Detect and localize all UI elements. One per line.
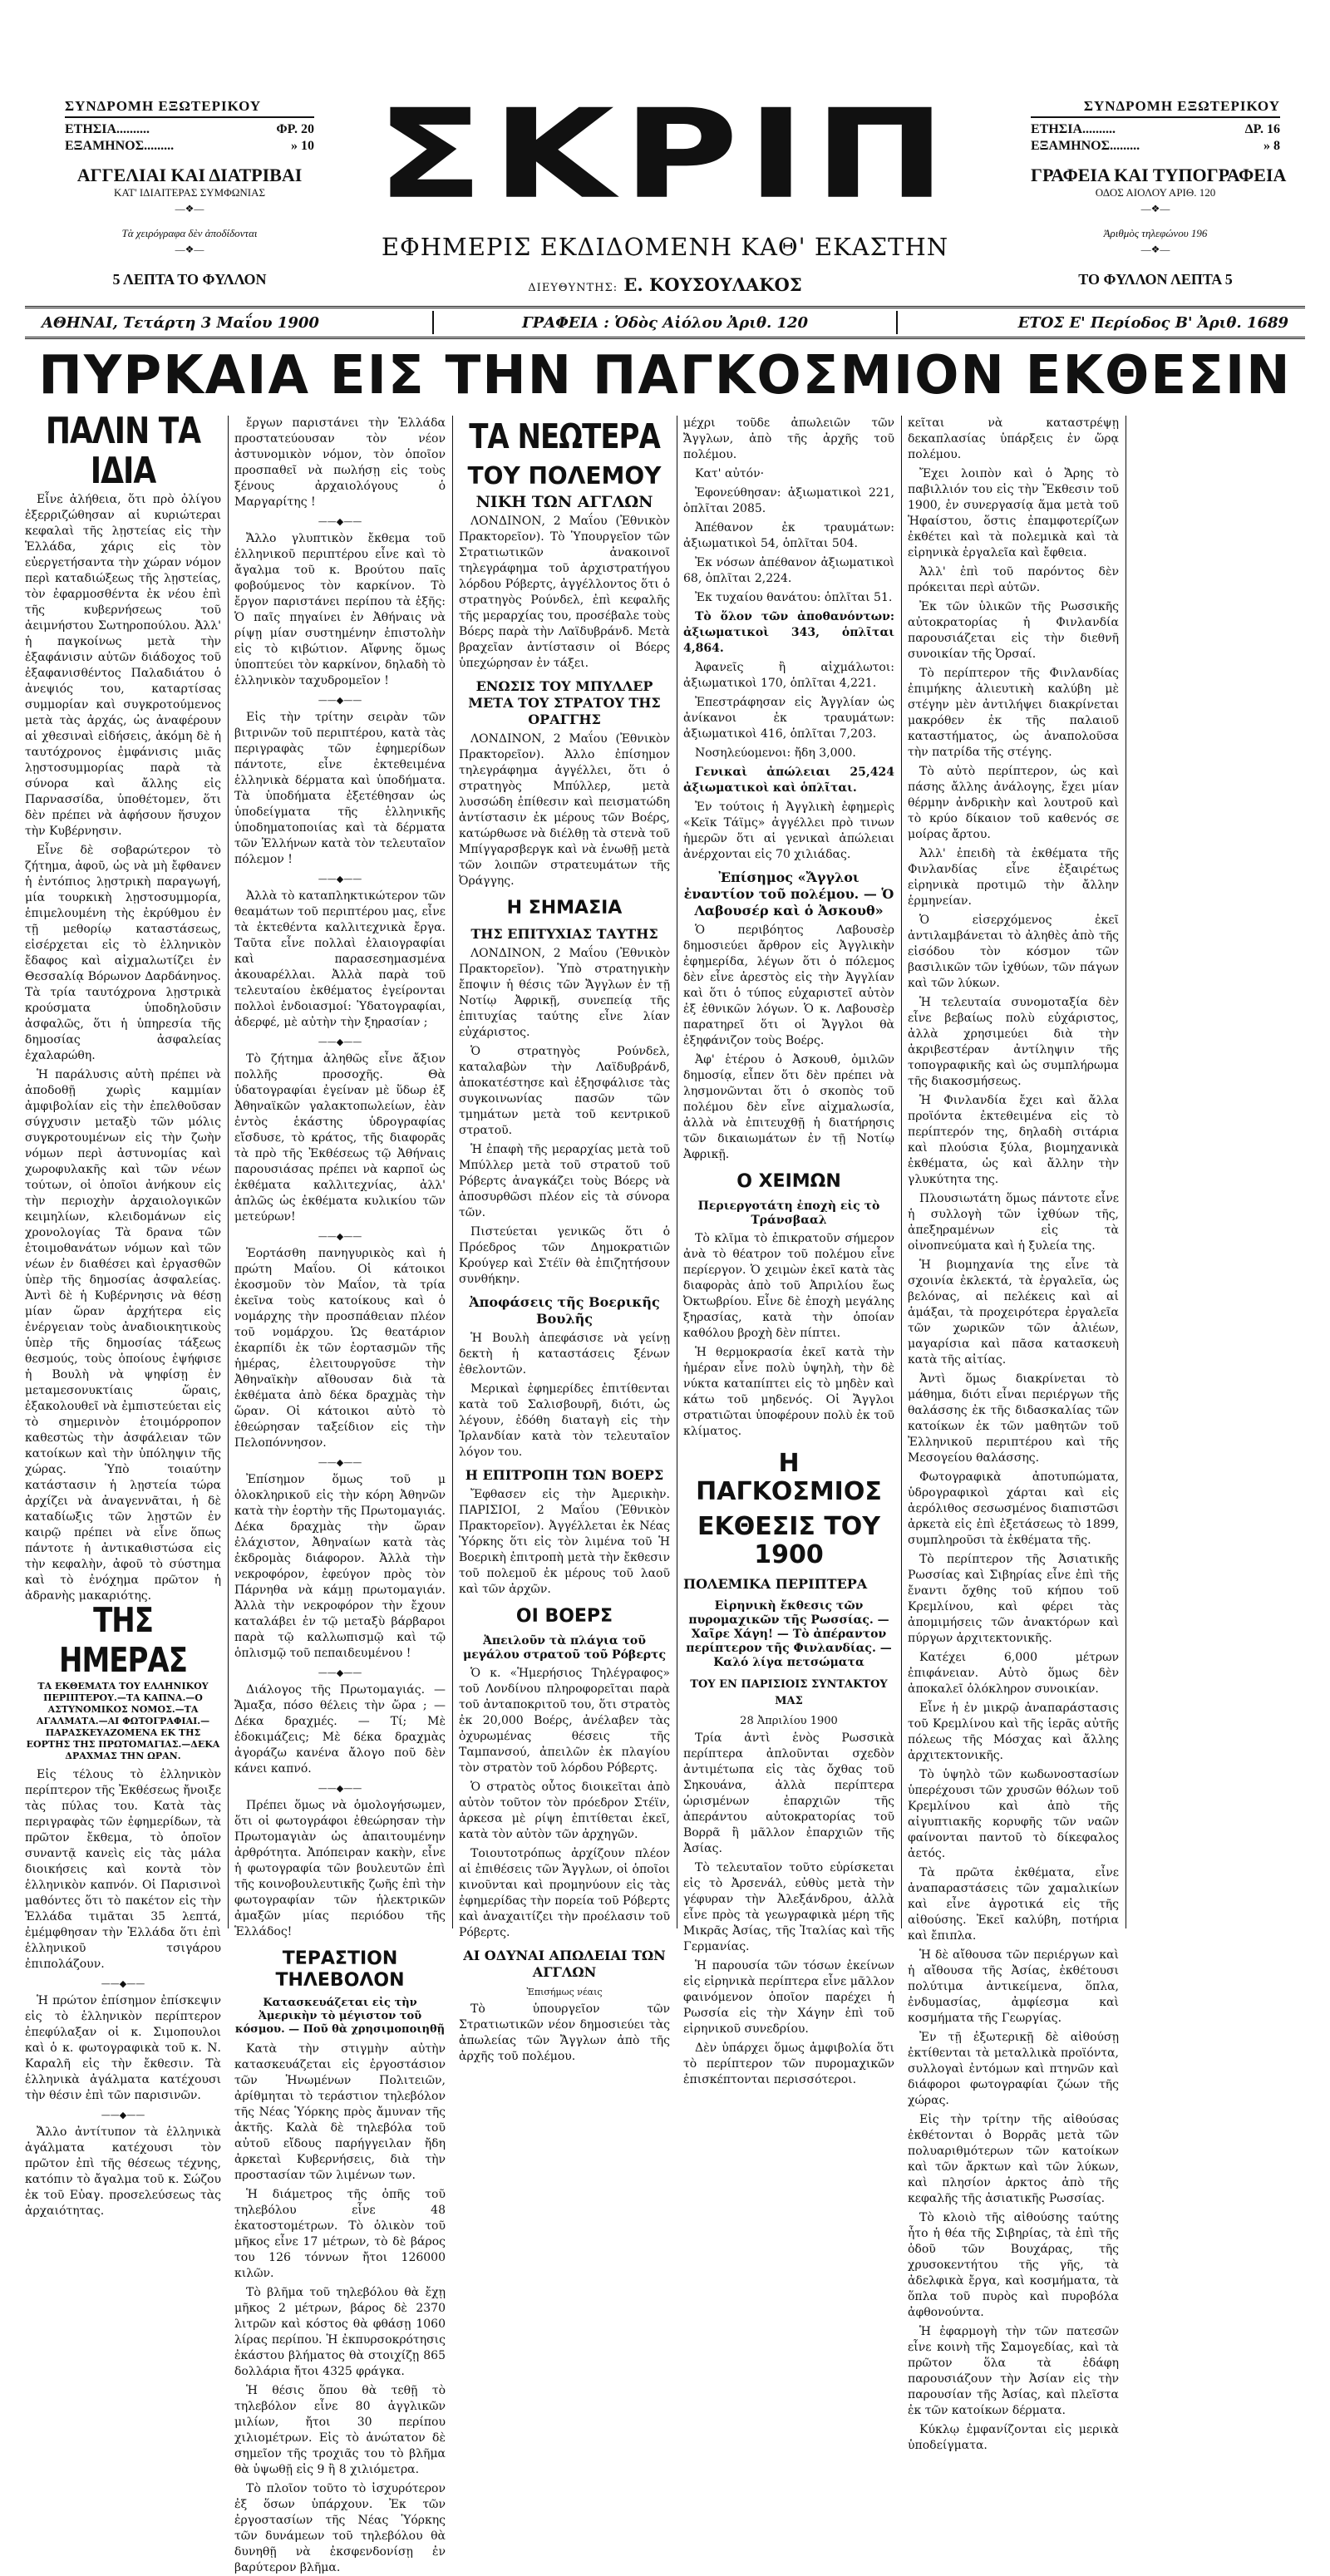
article-paragraph: Εἰς τέλους τὸ ἑλληνικὸν περίπτερον τῆς Ἐκθέσεως ἤνοιξε τὰς πύλας του. Κατὰ τὰς περιγραφὰς τῶν ἐφημερίδων, τὰ πρῶτον ἔκθεμα, τὸ ὁποῖον συναντᾷ κανεὶς εἰς τὰς μάλα διοικήσεις καὶ κοντὰ τὸν ἑλληνικὸν καπνόν. Οἱ Παρισινοὶ μαθόντες ὅτι τὸ πακέτον εἰς τὴν Ἑλλάδα τιμᾶται 35 λεπτά, ἐμέμφθησαν τὴν Ἑλλάδα ὅτι ἐπὶ ἑλληνικοῦ τσιγάρου ἐπιπολάζουν. [25, 1768, 221, 1971]
article-paragraph: Κατέχει 6,000 μέτρων ἐπιφάνειαν. Αὐτὸ ὅμως δὲν ἀποκαλεῖ ὁλόκληρον συνοικίαν. [908, 1651, 1119, 1696]
article-paragraph: Ἀφ' ἑτέρου ὁ Ἀσκουθ, ὁμιλῶν δημοσίᾳ, εἶπεν ὅτι δὲν πρέπει νὰ λησμονῶνται ὅτι ὁ σκοπὸς τοῦ πολέμου δὲν εἶνε αἰχμαλωσία, ἀλλὰ νὰ ἐπιτευχθῇ ἡ διατήρησις τῶν δικαιωμάτων ἐν τῇ Νοτίῳ Ἀφρικῇ. [683, 1053, 894, 1161]
ornament-icon: ——◆—— [318, 1037, 362, 1047]
article-paragraph: Γενικαὶ ἀπώλειαι 25,424 ἀξιωματικοὶ καὶ ὁπλῖται. [683, 766, 894, 795]
price-right: ΤΟ ΦΥΛΛΟΝ ΛΕΠΤΑ 5 [1078, 271, 1233, 288]
article-paragraph: Ὁ εἰσερχόμενος ἐκεῖ ἀντιλαμβάνεται τὸ ἀληθὲς ἀπὸ τῆς εἰσόδου τὸν κόσμον τῶν βασιλικῶν τῶν ἰχθύων, τῶν πάγων καὶ τῶν λύκων. [908, 914, 1119, 990]
article-paragraph: Ἀλλ' ἐπὶ τοῦ παρόντος δὲν πρόκειται περὶ αὐτῶν. [908, 565, 1119, 594]
tagline: ΕΦΗΜΕΡΙΣ ΕΚΔΙΔΟΜΕΝΗ ΚΑΘ' ΕΚΑΣΤΗΝ [381, 233, 949, 261]
director-label: ΔΙΕΥΘΥΝΤΗΣ: [528, 282, 618, 294]
article-paragraph: Εἶνε ἡ ἐν μικρῷ ἀναπαράστασις τοῦ Κρεμλίνου καὶ τῆς ἱερᾶς αὐτῆς πόλεως τῆς Μόσχας καὶ ἄλλης ἀρχιτεκτονικῆς. [908, 1702, 1119, 1762]
article-paragraph: Τὸ ὅλον τῶν ἀποθανόντων: ἀξιωματικοὶ 343, ὁπλῖται 4,864. [683, 610, 894, 655]
article-paragraph: Τὸ ὑψηλὸ τῶν κωδωνοστασίων ὑπερέχουσι τῶν χρυσῶν θόλων τοῦ Κρεμλίνου καὶ ἀπὸ τῆς αἰγυπτιακῆς κορυφῆς τῶν ναῶν φαίνονται παντοῦ τὸ δίκεφαλος ἀετός. [908, 1768, 1119, 1860]
column-rule [901, 416, 902, 1928]
section-subtitle: ΤΟΥ ΕΝ ΠΑΡΙΣΙΟΙΣ ΣΥΝΤΑΚΤΟΥ ΜΑΣ [690, 1678, 888, 1707]
section-subtitle: Ἐπίσημος «Ἄγγλοι ἐναντίον τοῦ πολέμου. — Ὁ Λαβουσέρ καὶ ὁ Ἀσκουθ» [683, 869, 894, 919]
article-paragraph: Ἐκ τυχαίου θανάτου: ὁπλῖται 51. [695, 591, 893, 604]
section-title: ΟΙ ΒΟΕΡΣ [515, 1606, 613, 1627]
article-paragraph: Τὸ αὐτὸ περίπτερον, ὡς καὶ πάσης ἄλλης ἀνάλογης, ἔχει μίαν θέρμην ἀνδρικὴν καὶ λουτροῦ καὶ τὸ κρύο δίκαιον τοῦ καθενός σε μοίρας ἄρτου. [908, 765, 1119, 841]
half-label-right: ΕΞΑΜΗΝΟΣ......... [1031, 139, 1140, 153]
article-paragraph: Ὁ κ. «Ἡμερήσιος Τηλέγραφος» τοῦ Λονδίνου πληροφορεῖται παρὰ τοῦ ἀνταποκριτοῦ του, ὅτι στρατὸς ἐκ 20,000 Βοέρς, ἀνέλαβεν τὰς ὀχυρωμένας θέσεις τῆς Ταμπανσού, ἀπειλῶν ἐκ πλαγίου τὸν στρατὸν τοῦ λόρδου Ρόβερτς. [459, 1667, 670, 1775]
article-paragraph: Τρία ἀντὶ ἑνὸς Ρωσσικὰ περίπτερα ἀπλοῦνται σχεδὸν ἀντιμέτωπα εἰς τὰς ὄχθας τοῦ Σηκουάνα, ἀλλὰ περίπτερα ὡρισμένων ἐπαρχιῶν τῆς ἀπεράντου αὐτοκρατορίας τοῦ Βορρᾶ ἢ μᾶλλον ἐπαρχιῶν τῆς Ἀσίας. [683, 1731, 894, 1855]
article-paragraph: Δὲν ὑπάρχει ὅμως ἀμφιβολία ὅτι τὸ περίπτερον τῶν πυρομαχικῶν ἐπισκέπτονται περισσότεροι. [683, 2042, 894, 2086]
director-name: Ε. ΚΟΥΣΟΥΛΑΚΟΣ [623, 274, 802, 295]
article-paragraph: Ἡ ἐφαρμογὴ τὴν τῶν πατεσῶν εἶνε κοινὴ τῆς Σαμογεδίας, καὶ τὰ πρῶτον ὅλα τὰ ἐδάφη παρουσιάζουν τὴν Ἀσίαν εἰς τὴν παρουσίαν τῆς Ἀσίας, καὶ πλεῖστα ἐκ τῶν κατοίκων δέρματα. [908, 2325, 1119, 2417]
offices-address: ΟΔΟΣ ΑΙΟΛΟΥ ΑΡΙΘ. 120 [1095, 186, 1216, 199]
ads-note: ΚΑΤ' ΙΔΙΑΙΤΕΡΑΣ ΣΥΜΦΩΝΙΑΣ [113, 186, 266, 199]
ads-title: ΑΓΓΕΛΙΑΙ ΚΑΙ ΔΙΑΤΡΙΒΑΙ [76, 165, 303, 185]
article-paragraph: Εἶνε δὲ σοβαρώτερον τὸ ζήτημα, ἀφοῦ, ὡς νὰ μὴ ἔφθανεν ἡ ἐντόπιος λῃστρικὴ παραγωγή, μία τουρκικὴ λῃστοσυμμορία, ἐπιμελουμένη τὴς ἐκρύθμου ἐν τῇ μεθορίῳ καταστάσεως, εἰσέρχεται εἰς τὸ ἑλληνικὸν ἔδαφος καὶ αἰχμαλωτίζει ἐν Θεσσαλίᾳ Βόρωνον Δαρδάνηνος. Τὰ τρία ταυτόχρονα λῃστρικὰ κρούσματα ὑποδηλοῦσιν ἀσφαλῶς, ὅτι ἡ ὑπηρεσία τῆς δημοσίας ἀσφαλείας ἐχαλαρώθη. [25, 844, 221, 1062]
section-title: ΤΟΥ ΠΟΛΕΜΟΥ [467, 462, 662, 490]
section-subtitle: Κατασκευάζεται εἰς τὴν Ἀμερικὴν τὸ μέγιστον τοῦ κόσμου. — Ποῦ θὰ χρησιμοποιηθῇ [234, 1997, 446, 2036]
article-paragraph: Τὸ κλῖμα τὸ ἐπικρατοῦν σήμερον ἀνὰ τὸ θέατρον τοῦ πολέμου εἶνε περίεργον. Ὁ χειμὼν ἐκεῖ κατὰ τὰς διαφορὰς ἀπὸ τοῦ Ἀπριλίου ἕως Ὀκτωβρίου. Εἶνε δὲ ἐποχὴ μεγάλης ξηρασίας, κατὰ τὴν ὁποίαν καθόλου βροχὴ δὲν πίπτει. [683, 1232, 894, 1340]
article-paragraph: Ἔχει λοιπὸν καὶ ὁ Ἄρης τὸ παβιλλιόν του εἰς τὴν Ἔκθεσιν τοῦ 1900, ἐν συνεργασίᾳ ἅμα μετὰ τοῦ Ἡφαίστου, ὅστις ἐπαμφοτερίζων ἐκθέτει καὶ τὰ πολεμικὰ καὶ τὰ εἰρηνικὰ ἐργαλεῖα καὶ ἔφθεια. [908, 467, 1119, 559]
article-paragraph: Εἶνε ἀλήθεια, ὅτι πρὸ ὀλίγου ἐξερριζώθησαν αἱ κυριώτεραι κεφαλαὶ τῆς λῃστείας εἰς τὴν Ἑλλάδα, χάρις εἰς τὸν εὐεργετήσαντα τὴν χώραν νόμον περὶ καταδιώξεως τῆς λῃστείας, τὸν ἐφαρμοσθέντα ἐκ νέου ἐπὶ τῆς κυβερνήσεως τοῦ ἀειμνήστου Σωτηροπούλου. Ἀλλ' ἡ παγκοίνως μετὰ τὴν ἐξαφάνισιν αὐτῶν διάδοχος τοῦ ἐξαφανισθέντος Παλαδιάτου ὁ ἀνεψιός του, καταρτίσας συμμορίαν καὶ συγκροτούμενος μετὰ τὰς ἀρχάς, ὡς ἀναφέρουν αἱ χθεσιναὶ εἰδήσεις, ἀκόμη δὲ ἡ ταυτόχρονος ἐμφάνισις μιᾶς λῃστοσυμμορίας παρὰ τὰ σύνορα καὶ ἄλλης εἰς Παρνασσίδα, ὑποθέτομεν, ὅτι δὲν πρέπει νὰ ἀφήσουν ἥσυχον τὴν Κυβέρνησιν. [25, 493, 221, 838]
section-subtitle: Ἐπισήμως νέαις [526, 1987, 603, 1997]
article-paragraph: Εἰς τὴν τρίτην τῆς αἰθούσας ἐκθέτονται ὁ Βορρᾶς μετὰ τῶν πολυαριθμότερων τῶν κατοίκων καὶ τῶν ἄρκτων καὶ τῶν λύκων, καὶ πλησίον ἀρκτος ἀπὸ τῆς κεφαλῆς τῆς ἀσιατικῆς Ρωσσίας. [908, 2113, 1119, 2205]
article-paragraph: Ἐπεστράφησαν εἰς Ἀγγλίαν ὡς ἀνίκανοι ἐκ τραυμάτων: ἀξιωματικοὶ 416, ὁπλῖται 7,203. [683, 696, 894, 741]
yearly-label-left: ΕΤΗΣΙΑ.......... [65, 122, 150, 136]
column-2 [234, 416, 446, 2574]
yearly-label-right: ΕΤΗΣΙΑ.......... [1031, 122, 1116, 136]
article-paragraph: ΛΟΝΔΙΝΟΝ, 2 Μαΐου (Ἐθνικὸν Πρακτορεῖον). Ἀλλο ἐπίσημον τηλεγράφημα ἀγγέλλει, ὅτι ὁ στρατηγὸς Μπύλλερ, μετὰ λυσσώδη ἐπίθεσιν καὶ πεισματώδη ἀντίστασιν ἐκ μέρους τῶν Βοέρς, κατώρθωσε νὰ διέλθῃ τὰ στενὰ τοῦ Μπίγγαρσβεργκ καὶ νὰ ἑνωθῇ μετὰ τῶν λοιπῶν στρατευμάτων τῆς Ὀράγγης. [459, 732, 670, 888]
column-1 [25, 411, 221, 2218]
director-line [283, 274, 1047, 295]
ornament-icon: —❖— [175, 244, 204, 255]
article-paragraph: Ἀφανεῖς ἢ αἰχμάλωτοι: ἀξιωματικοὶ 170, ὁπλῖται 4,221. [683, 661, 894, 690]
ornament-icon: ——◆—— [318, 695, 362, 706]
phone-number: Ἀριθμὸς τηλεφώνου 196 [1103, 227, 1208, 239]
column-5 [908, 416, 1119, 2452]
issue-number: ΕΤΟΣ Ε' Περίοδος Β' Ἀριθ. 1689 [1017, 313, 1289, 332]
section-subtitle: Περιεργοτάτη ἐποχὴ εἰς τὸ Τράνσβααλ [697, 1199, 880, 1227]
ornament-icon: ——◆—— [318, 874, 362, 884]
manuscripts-note: Τὰ χειρόγραφα δὲν ἀποδίδονται [121, 227, 258, 239]
article-paragraph: Ἔφθασεν εἰς τὴν Ἀμερικὴν. ΠΑΡΙΣΙΟΙ, 2 Μαΐου (Ἐθνικὸν Πρακτορεῖον). Ἀγγέλλεται ἐκ Νέας Ὑόρκης ὅτι εἰς τὸν λιμένα τοῦ Ἡ Βοερικὴ ἐπιτροπὴ μετὰ τὴν ἔκθεσιν τοῦ πολεμοῦ ἐκ μέρους τοῦ λαοῦ καὶ τῶν ἀρχῶν. [459, 1488, 670, 1596]
article-paragraph: Πιστεύεται γενικῶς ὅτι ὁ Πρόεδρος τῶν Δημοκρατιῶν Κρούγερ καὶ Στέϊν θὰ ἐπιζητήσουν συνθήκην. [459, 1225, 670, 1286]
article-paragraph: μέχρι τοῦδε ἀπωλειῶν τῶν Ἄγγλων, ἀπὸ τῆς ἀρχῆς τοῦ πολέμου. [683, 416, 894, 461]
article-paragraph: Ἐπίσημον ὅμως τοῦ μ ὁλοκληρικοῦ εἰς τὴν κόρη Ἀθηνῶν κατὰ τὴν ἑορτὴν τῆς Πρωτομαγιάς. Δέκα δραχμὰς τὴν ὥραν ἐλάχιστον, Ἀθηναίων κατὰ τὰς ἐκδρομὰς διάφορον. Ἀλλὰ τὴν νεκροφόρον, ἐφεύγον πρὸς τὸν Πάρνηθα νὰ κάμῃ πρωτομαγιάν. Ἀλλὰ τὴν νεκροφόρον τὴν ἔχουν καταλάβει ἐν τῷ μεταξὺ βάρβαροι παρὰ τῷ καλλωπισμῷ καὶ τῷ ὁπλισμῷ τοῦ πεπαιδευμένου ! [234, 1473, 446, 1660]
article-paragraph: Ἡ Βουλὴ ἀπεφάσισε νὰ γείνῃ δεκτὴ ἡ καταστάσεις ξένων ἐθελοντῶν. [459, 1332, 670, 1377]
article-paragraph: Ἀλλὰ τὸ καταπληκτικώτερον τῶν θεαμάτων τοῦ περιπτέρου μας, εἶνε τὰ ἐκτεθέντα καλλιτεχνικὰ ἔργα. Ταῦτα εἶνε πολλαὶ ἐλαιογραφίαι καὶ παρασεσημασμένα ἀκουαρέλλαι. Ἀλλὰ παρὰ τοῦ τελευταίου ἐκθέματος ἐγείρονται πολλοὶ ἐνδοιασμοί: Ὑδατογραφίαι, ἀδερφέ, μὲ αὐτὴν τὴν ξηρασίαν ; [234, 889, 446, 1029]
ornament-icon: ——◆—— [318, 1783, 362, 1794]
article-paragraph: Τὸ βλῆμα τοῦ τηλεβόλου θὰ ἔχῃ μῆκος 2 μέτρων, βάρος δὲ 2370 λιτρῶν καὶ κόστος θὰ φθάσῃ 1060 λίρας περίπου. Ἡ ἐκπυρσοκρότησις ἐκάστου βλήματος θὰ στοιχίζῃ 865 δολλάρια ἤτοι 4325 φράγκα. [234, 2286, 446, 2378]
article-paragraph: Πλουσιωτάτη ὅμως πάντοτε εἶνε ἡ συλλογὴ τῶν ἰχθύων τῆς, ἀπεξηραμένων εἰς τὰ οἰνοπνεύματα καὶ ἡ ξυλεία της. [908, 1192, 1119, 1253]
article-paragraph: Τὸ κλοιὸ τῆς αἰθούσης ταύτης ἦτο ἡ θέα τῆς Σιβηρίας, τὰ ἐπὶ τῆς ὁδοῦ τῶν Βουχάρας, τῆς χρυσοκεντήτου τῆς γῆς, τὰ ἀδελφικὰ ἔργα, καὶ κοσμήματα, τὰ ὅπλα τοῦ πυρὸς καὶ πυροβόλα ἀφθονούντα. [908, 2211, 1119, 2319]
article-paragraph: Ἀλλ' ἐπειδὴ τὰ ἐκθέματα τῆς Φινλανδίας εἶνε ἐξαιρέτως εἰρηνικὰ προτιμῶ τὴν ἄλλην ἑρμηνείαν. [908, 847, 1119, 908]
half-label-left: ΕΞΑΜΗΝΟΣ......... [65, 139, 175, 153]
article-paragraph: Ἄλλο γλυπτικὸν ἔκθεμα τοῦ ἑλληνικοῦ περιπτέρου εἶνε καὶ τὸ ἄγαλμα τοῦ κ. Βρούτου παῖς φοβούμενος τὸν καρκίνον. Τὸ ἔργον παριστάνει περίπου τὰ ἑξῆς: Ὁ παῖς πηγαίνει ἐν Ἀθήναις νὰ ρίψῃ μίαν συστημένην ἐπιστολὴν εἰς τὸ κιβώτιον. Αἴφνης ὅμως ὑποπτεύει τὸν καρκίνον, δηλαδὴ τὸ ἑλληνικὸν ταχυδρομεῖον ! [234, 532, 446, 687]
article-paragraph: Διάλογος τῆς Πρωτομαγιάς. — Ἄμαξα, πόσο θέλεις τὴν ὥρα ; — Δέκα δραχμές. — Τί; Μὲ ἐδοκιμάζεις; Μὲ δέκα δραχμὰς ἀγοράζω κανένα ἄλογο ποῦ δὲν κάνει καπνό. [234, 1683, 446, 1776]
article-paragraph: Τοιουτοτρόπως ἀρχίζουν πλέον αἱ ἐπιθέσεις τῶν Ἄγγλων, οἱ ὁποῖοι κινοῦνται καὶ προμηνύουν εἰς τὰς ἐφημερίδας τὴν πορεία τοῦ Ρόβερτς καὶ ἀναχαιτίζει τὴν προέλασιν τοῦ Ρόβερτς. [459, 1847, 670, 1939]
yearly-price-right [1031, 121, 1280, 138]
section-subtitle: ΕΝΩΣΙΣ ΤΟΥ ΜΠΥΛΛΕΡ ΜΕΤΑ ΤΟΥ ΣΤΡΑΤΟΥ ΤΗΣ ΟΡΑΓΓΗΣ [468, 678, 661, 727]
article-date: 28 Ἀπριλίου 1900 [740, 1715, 838, 1727]
column-4 [683, 416, 894, 2086]
article-paragraph: κεῖται νὰ καταστρέψῃ δεκαπλασίας ὑπάρξεις ἐν ὥρᾳ πολέμου. [908, 416, 1119, 461]
dateline-bar [25, 306, 1305, 339]
yearly-value-right: ΔΡ. 16 [1244, 122, 1280, 136]
ornament-icon: ——◆—— [318, 1231, 362, 1242]
section-title: ΕΚΘΕΣΙΣ ΤΟΥ 1900 [697, 1512, 881, 1569]
article-title: ΠΑΛΙΝ ΤΑ ΙΔΙΑ [45, 411, 201, 492]
main-headline: ΠΥΡΚΑΙΑ ΕΙΣ ΤΗΝ ΠΑΓΚΟΣΜΙΟΝ ΕΚΘΕΣΙΝ [38, 345, 1292, 406]
article-paragraph: Ἡ δὲ αἴθουσα τῶν περιέργων καὶ ἡ αἴθουσα τῆς Ἀσίας, ἐκθέτουσι πολύτιμα ἀντικείμενα, ὅπλα, ἐνδυμασίας, ἀμφίεσμα καὶ κοσμήματα τῆς Γεωργίας. [908, 1948, 1119, 2025]
article-paragraph: Ἀπέθανον ἐκ τραυμάτων: ἀξιωματικοὶ 54, ὁπλῖται 504. [683, 521, 894, 550]
article-paragraph: Κατὰ τὴν στιγμὴν αὐτὴν κατασκευάζεται εἰς ἐργοστάσιον τῶν Ἡνωμένων Πολιτειῶν, ἀρίθμηται τὸ τεράστιον τηλεβόλον τῆς Νέας Ὑόρκης πρὸς ἄμυναν τῆς ἀκτῆς. Καλὰ δὲ τηλεβόλα τοῦ αὐτοῦ εἴδους παρήγγειλαν ἤδη ἀρκεταὶ Κυβερνήσεις, διὰ τὴν προστασίαν τῶν λιμένων των. [234, 2042, 446, 2182]
newspaper-logo: ΣΚΡΙΠ [376, 82, 954, 226]
article-paragraph: Ἐν τούτοις ἡ Ἀγγλικὴ ἐφημερὶς «Κεϊκ Τάϊμς» ἀγγέλλει πρὸ τινων ἡμερῶν ὅτι αἱ γενικαὶ ἀπώλειαι ἀνέρχονται εἰς 70 χιλιάδας. [683, 800, 894, 861]
article-paragraph: Ἡ διάμετρος τῆς ὀπῆς τοῦ τηλεβόλου εἶνε 48 ἑκατοστομέτρων. Τὸ ὁλικὸν τοῦ μῆκος εἶνε 17 μέτρων, τὸ δὲ βάρος του 126 τόννων ἤτοι 126000 κιλῶν. [234, 2188, 446, 2280]
article-paragraph: Ἄλλο ἀντίτυπον τὰ ἑλληνικὰ ἀγάλματα κατέχουσι τὸν πρῶτον ἐπὶ τῆς θέσεως τέχνης, κατόπιν τὸ ἄγαλμα τοῦ κ. Σώζου ἐκ τοῦ Εὐαγ. προσελεύσεως τὰς ἀρχαιότητας. [25, 2125, 221, 2218]
ornament-icon: ——◆—— [318, 1457, 362, 1468]
article-paragraph: Τὸ ὑπουργεῖον τῶν Στρατιωτικῶν νέον δημοσιεύει τὰς ἀπωλείας τῶν Ἄγγλων ἀπὸ τῆς ἀρχῆς τοῦ πολέμου. [459, 2002, 670, 2063]
article-paragraph: Ἡ πρώτον ἐπίσημον ἐπίσκεψιν εἰς τὸ ἑλληνικὸν περίπτερον ἐπεφύλαξαν οἱ κ. Σιμοπουλοι καὶ ὁ κ. φωτογραφικὰ τοῦ κ. Ν. Καραλῆ εἰς τὴν ἔκθεσιν. Τὰ ἑλληνικὰ ἀγάλματα κατέχουσι τὴν θέσιν ἐπὶ τῶν παρισινῶν. [25, 1994, 221, 2102]
offices-title: ΓΡΑΦΕΙΑ ΚΑΙ ΤΥΠΟΓΡΑΦΕΙΑ [1031, 165, 1287, 185]
article-paragraph: Νοσηλεύομενοι: ἤδη 3,000. [695, 746, 856, 760]
ornament-icon: ——◆—— [318, 516, 362, 527]
article-paragraph: Ὁ στρατηγὸς Ρούνδελ, καταλαβὼν τὴν Λαϊδυβράνδ, ἀποκατέστησε καὶ ἐξησφάλισε τὰς συγκοινωνίας πασῶν τῶν τμημάτων μετὰ τοῦ κεντρικοῦ στρατοῦ. [459, 1045, 670, 1137]
masthead-right [1031, 98, 1287, 288]
section-title: ΤΕΡΑΣΤΙΟΝ ΤΗΛΕΒΟΛΟΝ [275, 1948, 405, 1991]
article-paragraph: Ἡ ἐπαφὴ τῆς μεραρχίας μετὰ τοῦ Μπύλλερ μετὰ τοῦ στρατοῦ τοῦ Ρόβερτς ἀναγκάζει τοὺς Βόερς νὰ ἀποσυρθῶσι πλέον εἰς τὰ σύνορα τῶν. [459, 1143, 670, 1219]
article-paragraph: Ἡ παρουσία τῶν τόσων ἐκείνων εἰς εἰρηνικὰ περίπτερα εἶνε μᾶλλον φαινόμενον ὁποῖον παρέχει ἡ Ρωσσία εἰς τὴν Χάγην ἐπὶ τοῦ εἰρηνικοῦ συνεδρίου. [683, 1959, 894, 2036]
article-paragraph: Ἐφονεύθησαν: ἀξιωματικοὶ 221, ὁπλῖται 2085. [683, 486, 894, 515]
section-subtitle: ΠΟΛΕΜΙΚΑ ΠΕΡΙΠΤΕΡΑ [683, 1576, 868, 1592]
subscription-title-right: ΣΥΝΔΡΟΜΗ ΕΞΩΤΕΡΙΚΟΥ [1031, 98, 1280, 118]
article-paragraph: Τὸ τελευταῖον τοῦτο εὑρίσκεται εἰς τὸ Ἀρσενάλ, εὐθὺς μετὰ τὴν γέφυραν τὴν Ἀλεξάνδρου, ἀλλὰ εἶνε πρὸς τὰ γεωγραφικὰ μέρη τῆς Μικρᾶς Ἀσίας, τῆς Ἰταλίας καὶ τῆς Γερμανίας. [683, 1861, 894, 1953]
ornament-icon: ——◆—— [318, 1667, 362, 1678]
section-subtitle: Εἰρηνικὴ ἔκθεσις τῶν πυρομαχικῶν τῆς Ρωσσίας. — Χαῖρε Χάγη! — Τὸ ἀπέραντον περίπτερον τῆς Φινλανδίας. — Καλό λίγα πετσώματα [686, 1599, 892, 1669]
article-paragraph: Κύκλῳ ἐμφανίζονται εἰς μερικὰ ὑποδείγματα. [908, 2423, 1119, 2452]
price-left: 5 ΛΕΠΤΑ ΤΟ ΦΥΛΛΟΝ [112, 271, 267, 288]
article-paragraph: Ἡ βιομηχανία της εἶνε τὰ σχοινία ἐκλεκτά, τὰ ἐργαλεῖα, ὡς βελόνας, αἱ πελέκεις καὶ αἱ ἁμάξαι, τὰ προχειρότερα ἐργαλεῖα τῶν χωρικῶν τῶν ἀλιέων, μαγαρίσια καὶ πᾶσα κατασκευὴ κατὰ τῆς αἰτίας. [908, 1258, 1119, 1367]
article-paragraph: Τὸ περίπτερον τῆς Φινλανδίας ἐπιμήκης ἀλιευτικὴ καλύβη μὲ στέγην μὲν ἀντιλήψει διακρίνεται μακρόθεν ἐκ τῆς παλαιοῦ καταστήματος, ὡς ἀναπολοῦσα τὴν πατρίδα τῆς στέγης. [908, 667, 1119, 759]
ornament-icon: —❖— [1140, 203, 1170, 214]
offices-line: ΓΡΑΦΕΙΑ : Ὁδὸς Αἰόλου Ἀριθ. 120 [521, 313, 809, 332]
section-subtitle: ΤΗΣ ΕΠΙΤΥΧΙΑΣ ΤΑΥΤΗΣ [470, 926, 658, 942]
column-rule [452, 416, 453, 1928]
article-paragraph: Ὁ περιβόητος Λαβουσὲρ δημοσιεύει ἄρθρον εἰς Ἀγγλικὴν ἐφημερίδα, λέγων ὅτι ὁ πόλεμος δὲν εἶνε ἀρεστὸς εἰς τὴν Ἀγγλίαν καὶ ὅτι ὁ τύπος εὐχαριστεῖ αὐτὸν ἐξ ἐθνικῶν λόγων. Ὁ κ. Λαβουσὲρ παρατηρεῖ ὅτι οἱ Ἄγγλοι θὰ ἐξηφάνιζον τοὺς Βοέρς. [683, 924, 894, 1047]
section-subtitle: ΤΑ ΕΚΘΕΜΑΤΑ ΤΟΥ ΕΛΛΗΝΙΚΟΥ ΠΕΡΙΠΤΕΡΟΥ.—ΤΑ ΚΑΠΝΑ.—Ο ΑΣΤΥΝΟΜΙΚΟΣ ΝΟΜΟΣ.—ΤΑ ΑΓΑΛΜΑΤΑ.—ΑΙ ΦΩΤΟΓΡΑΦΙΑΙ.—ΠΑΡΑΣΚΕΥΑΖΟΜΕΝΑ ΕΚ ΤΗΣ ΕΟΡΤΗΣ ΤΗΣ ΠΡΩΤΟΜΑΓΙΑΣ.—ΔΕΚΑ ΔΡΑΧΜΑΣ ΤΗΝ ΩΡΑΝ. [26, 1681, 220, 1761]
article-paragraph: Τὰ πρῶτα ἐκθέματα, εἶνε ἀναπαραστάσεις τῶν χαμαλικίων καὶ εἶνε ἀγροτικά εἰς τῆς αἰθούσης. Ἐκεῖ καλύβη, ποτήρια καὶ ἔπιπλα. [908, 1866, 1119, 1943]
article-paragraph: Ἀντὶ ὅμως διακρίνεται τὸ μάθημα, διότι εἶναι περιέργων τῆς θαλάσσης ἐκ τῆς διδασκαλίας τῶν κατοίκων ἐκ τῶν μαθητῶν τοῦ Ἐλληνικοῦ περιπτέρου καὶ τῆς Μεσογείου θαλάσσης. [908, 1372, 1119, 1465]
article-paragraph: ΛΟΝΔΙΝΟΝ, 2 Μαΐου (Ἐθνικὸν Πρακτορεῖον). Τὸ Ὑπουργεῖον τῶν Στρατιωτικῶν ἀνακοινοῖ τηλεγράφημα τοῦ ἀρχιστρατήγου λόρδου Ρόβερτς, ἀγγέλλοντος ὅτι ὁ στρατηγὸς Ρούνδελ, ἐπὶ κεφαλῆς τῆς μεραρχίας του, προσέβαλε τοὺς Βόερς παρὰ τὴν Λαϊδυβράνδ. Μετὰ βραχεῖαν ἀντίστασιν οἱ Βόερς ὑπεχώρησαν ἐν τάξει. [459, 515, 670, 670]
article-paragraph: ἔργων παριστάνει τὴν Ἑλλάδα προστατεύουσαν τὸν νέον ἀστυνομικὸν νόμον, τὸν ὁποῖον προσπαθεῖ νὰ πωλήσῃ εἰς τοὺς ξένους ἀρχαιολόγους ὁ Μαργαρίτης ! [234, 416, 446, 509]
subscription-title-left: ΣΥΝΔΡΟΜΗ ΕΞΩΤΕΡΙΚΟΥ [65, 98, 314, 118]
section-subtitle: ΑΙ ΟΔΥΝΑΙ ΑΠΩΛΕΙΑΙ ΤΩΝ ΑΓΓΛΩΝ [463, 1948, 666, 1980]
section-subtitle: ΝΙΚΗ ΤΩΝ ΑΓΓΛΩΝ [475, 493, 653, 511]
article-paragraph: Τὸ ζήτημα ἀληθῶς εἶνε ἄξιον πολλῆς προσοχῆς. Θὰ ὑδατογραφίαι ἐγείναν μὲ ὕδωρ ἐξ Ἀθηναϊκῶν γαλακτοπωλείων, ἐὰν ἐντὸς ἑκάστης ὑδρογραφίας εἴσδυσε, τὸ κράτος, τῆς διαφορᾶς τὰ πρὸ τῆς Ἐκθέσεως τῷ Ἀθήναις παρουσιάσας πρέπει νὰ καρποῖ ὡς ἐκθέματα καλλιτεχνίας, ἀλλ' ἁπλῶς ὡς ἐκθέματα κυλικίου τῶν μετεύρων! [234, 1052, 446, 1224]
article-paragraph: Τὸ περίπτερον τῆς Ἀσιατικῆς Ρωσσίας καὶ Σιβηρίας εἶνε ἐπὶ τῆς ἔναντι ὄχθης τοῦ κήπου τοῦ Κρεμλίνου, καὶ φέρει τὰς ἀπομιμήσεις τῶν ἀνακτόρων καὶ πύργων ἀρχιτεκτονικῆς. [908, 1553, 1119, 1645]
column-3 [459, 416, 670, 2063]
article-paragraph: Πρέπει ὅμως νὰ ὁμολογήσωμεν, ὅτι οἱ φωτογράφοι ἐθεώρησαν τὴν Πρωτομαγιὰν ὡς ἀπαιτουμένην ἀρθρότητα. Ἀπόπειραν κακὴν, εἶνε ἡ φωτογραφία τῶν βουλευτῶν ἐπὶ τῆς κοινοβουλευτικῆς ζωῆς ἐπὶ τὴν φωτογραφίαν τῶν ἡλεκτρικῶν ἀμαξῶν μίας περιόδου τῆς Ἑλλάδος! [234, 1799, 446, 1938]
yearly-value-left: ΦΡ. 20 [276, 122, 314, 136]
section-subtitle: Η ΕΠΙΤΡΟΠΗ ΤΩΝ ΒΟΕΡΣ [465, 1467, 664, 1483]
section-subtitle: Ἀπειλοῦν τὰ πλάγια τοῦ μεγάλου στρατοῦ τοῦ Ρόβερτς [463, 1634, 666, 1662]
article-paragraph: Ἡ Φινλανδία ἔχει καὶ ἄλλα προϊόντα ἐκτεθειμένα εἰς τὸ περίπτερόν της, δηλαδὴ σιτάρια καὶ πλούσια ξύλα, βιομηχανικὰ ἐκθέματα, ὡς καὶ ἄλλην τὴν γλυκύτητα της. [908, 1094, 1119, 1186]
ornament-icon: ——◆—— [101, 2110, 145, 2120]
article-paragraph: Φωτογραφικὰ ἀποτυπώματα, ὑδρογραφικοὶ χάρται καὶ εἰς ἀερόλιθος σεσωσμένος διαπιστῶσι ἀρκετὰ εἰς ἐπὶ ἐξετάσεως τὸ 1899, συμπληροῦσι τὰ ἐκθέματα τῆς. [908, 1470, 1119, 1547]
section-title: Ο ΧΕΙΜΩΝ [736, 1171, 841, 1192]
article-paragraph: Ἐν τῇ ἐξωτερικῇ δὲ αἰθούσῃ ἐκτίθενται τὰ μεταλλικὰ προϊόντα, συλλογαὶ ἐντόμων καὶ πτηνῶν καὶ διάφοροι φωτογραφίαι ζώων τῆς χώρας. [908, 2031, 1119, 2107]
article-paragraph: Ἐκ νόσων ἀπέθανον ἀξιωματικοὶ 68, ὁπλῖται 2,224. [683, 556, 894, 585]
article-paragraph: Μερικαὶ ἐφημερίδες ἐπιτίθενται κατὰ τοῦ Σαλισβουρῆ, διότι, ὡς λέγουν, ἐδόθη διαταγὴ εἰς τὴν Ἰρλανδίαν κατὰ τὸν τελευταῖον λόγον του. [459, 1382, 670, 1459]
half-value-left: » 10 [291, 139, 314, 153]
ornament-icon: ——◆—— [101, 1978, 145, 1989]
article-paragraph: Ἡ παράλυσις αὐτὴ πρέπει νὰ ἀποδοθῇ χωρὶς καμμίαν ἀμφιβολίαν εἰς τὴν ἐπελθοῦσαν σύγχυσιν μεταξὺ τῶν μόλις συγκροτουμένων εἰς τὴν ζωὴν νόμων περὶ ἀστυνομίας καὶ χωροφυλακῆς καὶ τῶν νέων τούτων, οἱ ὁποῖοι ἀνήκουν εἰς τὴν περιοχὴν ἀρχαιολογικῶν κειμηλίων, κλειδομάνων εἰς χρονολογίας Τὰ δρανα τῶν ἐτοιμοθανάτων νόμων καὶ τῶν νέων ἐν διαθέσει καὶ ἐργασθῶν ὑπὲρ τῆς δημοσίας ἀσφαλείας. Ἀντὶ δὲ ἡ Κυβέρνησις νὰ θέσῃ μίαν ὥραν ἀρχήτερα εἰς ἐνέργειαν τοὺς ἀναδιοικητικοὺς ὑπὲρ τῆς δημοσίας τάξεως θεσμούς, τοὺς ὁποίους ἐψήφισε ἡ Βουλὴ νὰ ψηφίσῃ ἐν μεταμεσονυκτίαις ὥραις, ἐξακολουθεῖ νὰ ἐμπιστεύεται εἰς τὸ σημερινὸν ἑτοιμόρροπον καθεστὼς τὴν ἀσφάλειαν τῶν κατοίκων καὶ τὴν ὑπόληψιν τῆς χώρας. Ὑπὸ τοιαύτην κατάστασιν ἡ λῃστεία τώρα ἀρχίζει νὰ ἀναγεννᾶται, ἡ δὲ καταδίωξις τῶν λῃστῶν ἐν καιρῷ πρέπει νὰ εἶνε ὅπως πάντοτε ἡ ἀντικαθιστώσα εἰς τὴν κεφαλὴν, ἀφοῦ τὸ σύστημα καὶ τὸ ἐνόχημα πρῶτον ἡ ἀδρανὴς μακαριότης. [25, 1068, 221, 1603]
article-paragraph: Ἐκ τῶν ὑλικῶν τῆς Ρωσσικῆς αὐτοκρατορίας ἡ Φινλανδία παρουσιάζεται εἰς τὴν διεθνῆ συνοικίαν τῆς Ὀρσαί. [908, 600, 1119, 661]
article-paragraph: Εἰς τὴν τρίτην σειρὰν τῶν βιτρινῶν τοῦ περιπτέρου, κατὰ τὰς περιγραφὰς τῶν ἐφημερίδων πάντοτε, εἶνε ἐκτεθειμένα ἑλληνικὰ δέρματα καὶ ὑποδήματα. Τὰ ὑποδήματα ἐξετέθησαν ὡς ὑποδείγματα τῆς ἑλληνικῆς ὑποδηματοποιίας καὶ τὰ δέρματα τῶν Ἑλλήνων κατὰ τὸν τελευταῖον πόλεμον ! [234, 711, 446, 866]
ornament-icon: —❖— [175, 203, 204, 214]
article-paragraph: Κατ' αὐτόν· [695, 467, 765, 480]
section-title: ΤΑ ΝΕΩΤΕΡΑ [469, 417, 660, 457]
section-subtitle: Ἀποφάσεις τῆς Βοερικῆς Βουλῆς [469, 1294, 660, 1327]
issue-date: ΑΘΗΝΑΙ, Τετάρτη 3 Μαΐου 1900 [42, 313, 319, 332]
half-value-right: » 8 [1264, 139, 1280, 153]
section-title: ΤΗΣ ΗΜΕΡΑΣ [59, 1601, 187, 1681]
article-paragraph: Ἡ θέσις ὅπου θὰ τεθῇ τὸ τηλεβόλον εἶνε 80 ἀγγλικῶν μιλίων, ἤτοι 30 περίπου χιλιομέτρων. Εἰς τὸ ἀνώτατον δὲ σημεῖον τῆς τροχιᾶς του τὸ βλῆμα θὰ ὑψωθῇ εἰς 9 ἢ 8 χιλιόμετρα. [234, 2384, 446, 2476]
article-paragraph: Ἡ τελευταία συνομοταξία δὲν εἶνε βεβαίως πολὺ εὐχάριστος, ἀλλὰ χρησιμεύει διὰ τὴν ἀκριβεστέραν ἀντίληψιν τῆς τοπογραφικῆς καὶ ὡς συμπλήρωμα τῆς διακοσμήσεως. [908, 996, 1119, 1088]
article-paragraph: Ἡ θερμοκρασία ἐκεῖ κατὰ τὴν ἡμέραν εἶνε πολὺ ὑψηλὴ, τὴν δὲ νύκτα καταπίπτει εἰς τὸ μηδὲν καὶ κάτω τοῦ μηδενός. Οἱ Ἄγγλοι στρατιῶται ὑποφέρουν πολὺ ἐκ τοῦ κλίματος. [683, 1346, 894, 1438]
article-paragraph: ΛΟΝΔΙΝΟΝ, 2 Μαΐου (Ἐθνικὸν Πρακτορεῖον). Ὑπὸ στρατηγικὴν ἔποψιν ἡ θέσις τῶν Ἄγγλων ἐν τῇ Νοτίῳ Ἀφρικῇ, συνεπείᾳ τῆς ἐπιτυχίας ταύτης εἶνε λίαν εὐχάριστος. [459, 947, 670, 1039]
article-paragraph: Ὁ στρατὸς οὗτος διοικεῖται ἀπὸ αὐτὸν τοῦτον τὸν πρόεδρον Στέϊν, ἀρκεσα μὲ ρίψη ἐπιτίθεται ἐκεῖ, κατὰ τὸν αὐτὸν τῶν ἀρχηγῶν. [459, 1781, 670, 1841]
ornament-icon: —❖— [1140, 244, 1170, 255]
section-title: Η ΣΗΜΑΣΙΑ [506, 898, 623, 919]
article-paragraph: Τὸ πλοῖον τοῦτο τὸ ἰσχυρότερον ἐξ ὅσων ὑπάρχουν. Ἐκ τῶν ἐργοστασίων τῆς Νέας Ὑόρκης τῶν δυνάμεων τοῦ τηλεβόλου θὰ δυνηθῇ νὰ ἐκσφενδονίσῃ ἐν βαρύτερον βλῆμα. [234, 2482, 446, 2574]
section-title: Η ΠΑΓΚΟΣΜΙΟΣ [696, 1449, 882, 1506]
column-rule [228, 416, 229, 1928]
article-paragraph: Ἑορτάσθη πανηγυρικὸς καὶ ἡ πρώτη Μαΐου. Οἱ κάτοικοι ἐκοσμοῦν τὸν Μαΐον, τὰ τρία ἐκεῖνα τοὺς κατοίκους καὶ ὁ νομάρχης τὴν προσπάθειαν πλέον τοῦ νομάρχου. Ὡς θεατάριον ἐκαρπίδι ἐκ τῶν ἐορτασμῶν τῆς ἡμέρας, ἐλειτουργοῦσε τὴν Ἀθηναϊκὴν αἴθουσαν διὰ τὰ ἐκθέματα ἀπὸ δέκα δραχμὰς τὴν ὥραν. Οἱ κάτοικοι αὐτὸ τὸ ἐθεώρησαν ταξείδιον εἰς τὴν Πελοπόννησον. [234, 1247, 446, 1450]
half-price-right [1031, 138, 1280, 155]
